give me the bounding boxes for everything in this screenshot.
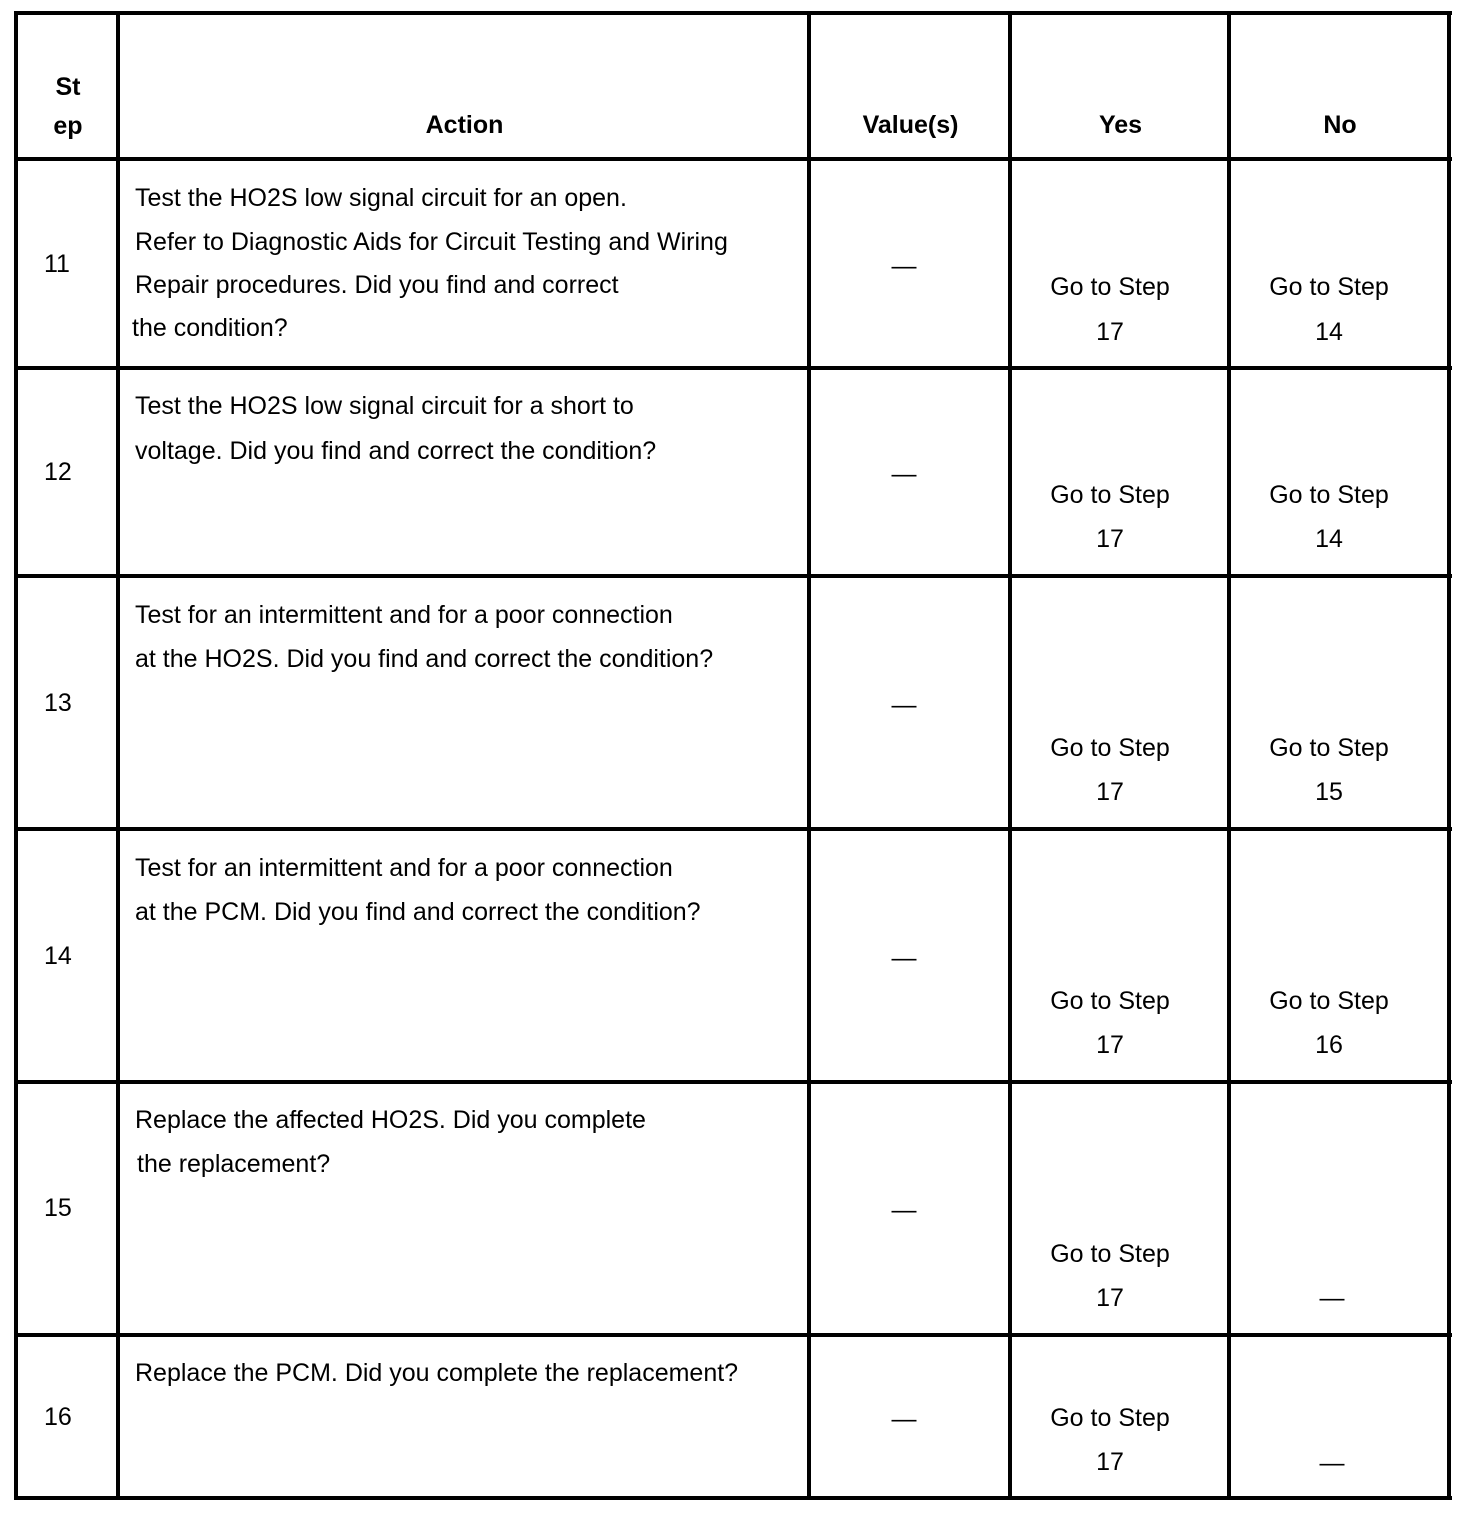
- value-cell: —: [891, 460, 917, 488]
- no-go-to-label: Go to Step: [1269, 734, 1389, 762]
- action-line: Replace the affected HO2S. Did you complete: [135, 1106, 646, 1134]
- yes-step-number: 17: [1096, 1284, 1124, 1312]
- action-line: Test the HO2S low signal circuit for a short to: [135, 392, 634, 420]
- step-number: 16: [44, 1403, 72, 1431]
- header-yes: Yes: [1098, 111, 1143, 139]
- header-action: Action: [425, 111, 504, 139]
- yes-step-number: 17: [1096, 318, 1124, 346]
- action-line: at the PCM. Did you find and correct the condition?: [135, 898, 701, 926]
- action-line: Test for an intermittent and for a poor connection: [135, 601, 673, 629]
- action-line: Repair procedures. Did you find and correct: [135, 271, 619, 299]
- header-values: Value(s): [862, 111, 959, 139]
- no-step-number: 14: [1315, 318, 1343, 346]
- value-cell: —: [891, 944, 917, 972]
- no-cell-dash: —: [1319, 1449, 1345, 1477]
- step-number: 14: [44, 942, 72, 970]
- no-go-to-label: Go to Step: [1269, 481, 1389, 509]
- value-cell: —: [891, 1196, 917, 1224]
- step-number: 11: [44, 250, 70, 278]
- yes-step-number: 17: [1096, 1031, 1124, 1059]
- action-line: the condition?: [132, 314, 288, 342]
- action-line: the replacement?: [137, 1150, 331, 1178]
- yes-step-number: 17: [1096, 778, 1124, 806]
- yes-go-to-label: Go to Step: [1050, 273, 1170, 301]
- value-cell: —: [891, 252, 917, 280]
- action-line: Test for an intermittent and for a poor connection: [135, 854, 673, 882]
- action-line: voltage. Did you find and correct the condition?: [135, 437, 657, 465]
- no-step-number: 14: [1315, 525, 1343, 553]
- yes-go-to-label: Go to Step: [1050, 481, 1170, 509]
- yes-go-to-label: Go to Step: [1050, 1404, 1170, 1432]
- yes-go-to-label: Go to Step: [1050, 1240, 1170, 1268]
- no-step-number: 15: [1315, 778, 1343, 806]
- step-number: 15: [44, 1194, 72, 1222]
- value-cell: —: [891, 1405, 917, 1433]
- step-number: 13: [44, 689, 72, 717]
- action-line: at the HO2S. Did you find and correct the condition?: [135, 645, 714, 673]
- yes-step-number: 17: [1096, 525, 1124, 553]
- header-step: St ep: [53, 73, 83, 140]
- header-no: No: [1323, 111, 1357, 139]
- no-cell-dash: —: [1319, 1284, 1345, 1312]
- yes-step-number: 17: [1096, 1448, 1124, 1476]
- action-line: Test the HO2S low signal circuit for an open.: [135, 184, 627, 212]
- no-go-to-label: Go to Step: [1269, 273, 1389, 301]
- yes-go-to-label: Go to Step: [1050, 987, 1170, 1015]
- step-number: 12: [44, 458, 72, 486]
- action-line: Replace the PCM. Did you complete the replacement?: [135, 1359, 739, 1387]
- no-go-to-label: Go to Step: [1269, 987, 1389, 1015]
- value-cell: —: [891, 691, 917, 719]
- yes-go-to-label: Go to Step: [1050, 734, 1170, 762]
- action-line: Refer to Diagnostic Aids for Circuit Testing and Wiring: [135, 228, 728, 256]
- no-step-number: 16: [1315, 1031, 1343, 1059]
